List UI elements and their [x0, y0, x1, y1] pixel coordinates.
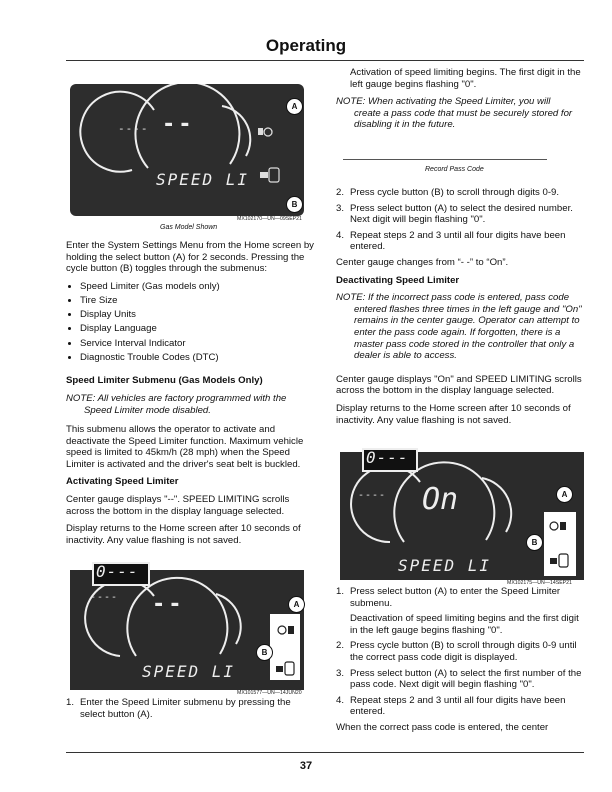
page-title: Operating — [265, 36, 347, 55]
step-text: Deactivation of speed limiting begins and the first digit in the left gauge begins flashing "0". — [350, 613, 579, 636]
step-text: Press cycle button (B) to scroll through digits 0-9. — [350, 187, 560, 198]
step-text: Repeat steps 2 and 3 until all four digits have been entered. — [350, 229, 566, 253]
step-text: Press select button (A) to select the first number of the pass code. Next digit will begin flashing "0". — [350, 667, 582, 691]
note-first-line: NOTE: If the incorrect pass code is entered, pass code — [336, 292, 570, 304]
paragraph: Activation of speed limiting begins. The first digit in the left gauge begins flashing "0". — [350, 67, 581, 90]
callout-b: B — [256, 644, 273, 661]
submenu-list — [66, 281, 316, 364]
pass-code-readout: 0--- — [96, 562, 139, 581]
left-steps — [66, 697, 316, 724]
figure-1-caption: Gas Model Shown — [160, 224, 218, 231]
paragraph: Display returns to the Home screen after 10 seconds of inactivity. Any value flashing is not saved. — [336, 402, 571, 426]
scroll-text-display: SPEED LI — [156, 170, 250, 189]
list-item — [336, 613, 586, 636]
figure-1-code: MX102170—UN—09SEP21 — [237, 216, 302, 222]
pass-code-line — [343, 159, 547, 160]
right-column-bottom — [336, 586, 586, 740]
list-item: • Tire Size — [80, 295, 316, 307]
list-item: • Display Units — [80, 309, 316, 321]
paragraph: Center gauge displays "--". SPEED LIMITING scrolls across the bottom in the display language selected. — [66, 494, 290, 517]
step-number: 2. — [336, 187, 345, 198]
list-item: • Service Interval Indicator — [80, 338, 316, 350]
page-number: 37 — [299, 760, 313, 772]
note-rest: Speed Limiter mode disabled. — [84, 404, 211, 416]
callout-b: B — [526, 534, 543, 551]
note-pass-code — [336, 96, 586, 131]
note-incorrect-code — [336, 292, 586, 362]
step-number: 4. — [336, 694, 345, 706]
note-factory — [66, 393, 316, 416]
callout-b: B — [286, 196, 303, 213]
step-number: 3. — [336, 667, 345, 679]
section-heading: Speed Limiter Submenu (Gas Models Only) — [66, 375, 263, 387]
list-item — [336, 640, 586, 663]
paragraph: This submenu allows the operator to activate and deactivate the Speed Limiter function. Maximum vehicle speed is limited to 45km/h (28 mph) when the Speed Limiter is activated and the driver's seat belt is buckled. — [66, 424, 304, 470]
scroll-text-display: SPEED LI — [398, 556, 492, 575]
step-text: Press select button (A) to select the desired number. Next digit will begin flashing "0". — [350, 202, 573, 226]
pass-code-readout: 0--- — [366, 448, 409, 467]
callout-a: A — [556, 486, 573, 503]
activating-heading: Activating Speed Limiter — [66, 476, 179, 488]
scroll-text-display: SPEED LI — [142, 662, 236, 681]
figure-2-code: MX101577—UN—14JUN20 — [237, 690, 302, 696]
step-number: 1. — [336, 586, 345, 597]
center-gauge-readout: On — [422, 482, 459, 517]
right-column-mid — [336, 187, 586, 432]
deactivating-heading: Deactivating Speed Limiter — [336, 274, 460, 286]
step-text: Press cycle button (B) to scroll through digits 0-9 until the correct pass code digit is displayed. — [350, 640, 577, 663]
paragraph: Center gauge changes from “- -” to “On”. — [336, 256, 509, 268]
callout-a: A — [286, 98, 303, 115]
step-text: Press select button (A) to enter the Speed Limiter submenu. — [350, 586, 561, 609]
list-item: • Diagnostic Trouble Codes (DTC) — [80, 352, 316, 364]
header-rule — [66, 60, 584, 61]
note-rest: entered flashes three times in the left gauge and "On" remains in the center gauge. Operator can attempt to enter the pass code again. If forgotten, there is a master pass code stored in the controller that only a dealer is able to access. — [354, 303, 582, 362]
step-text: Enter the Speed Limiter submenu by pressing the select button (A). — [80, 697, 291, 720]
list-item — [336, 203, 586, 226]
left-gauge-readout: ---- — [118, 122, 149, 135]
list-item — [336, 695, 586, 718]
step-number: 4. — [336, 229, 345, 241]
footer-rule — [66, 752, 584, 753]
step-text: Repeat steps 2 and 3 until all four digits have been entered. — [350, 694, 566, 718]
list-item — [336, 586, 586, 609]
figure-3-code: MX102175—UN—14SEP21 — [507, 580, 572, 586]
center-gauge-readout: -- — [162, 112, 195, 137]
list-item — [336, 230, 586, 253]
note-first-line: NOTE: All vehicles are factory programmed with the — [66, 392, 287, 404]
list-item — [336, 668, 586, 691]
list-item: • Display Language — [80, 323, 316, 335]
list-item: 1. Enter the Speed Limiter submenu by pressing the select button (A). — [66, 697, 291, 720]
record-pass-code-label: Record Pass Code — [425, 166, 484, 173]
list-item: • Speed Limiter (Gas models only) — [80, 281, 316, 293]
dashboard-figure-2 — [70, 562, 304, 690]
dashboard-figure-3 — [340, 448, 584, 580]
left-gauge-readout: ---- — [358, 490, 387, 501]
right-column-top — [336, 67, 586, 137]
step-number: 3. — [336, 202, 345, 214]
paragraph: When the correct pass code is entered, the center — [336, 721, 549, 733]
paragraph: Center gauge displays "On" and SPEED LIMITING scrolls across the bottom in the display language selected. — [336, 373, 582, 397]
step-number: 2. — [336, 640, 345, 652]
dashboard-figure-1 — [70, 84, 304, 216]
gauge-display-1 — [70, 84, 304, 216]
center-gauge-readout: -- — [152, 592, 185, 617]
note-first-line: NOTE: When activating the Speed Limiter, you will — [336, 96, 551, 108]
left-column — [66, 240, 316, 552]
intro-text: Enter the System Settings Menu from the Home screen by holding the select button (A) for 2 seconds. Pressing the cycle button (B) toggles through the submenus: — [66, 240, 314, 275]
note-rest: create a pass code that must be securely stored for disabling it in the future. — [354, 107, 573, 131]
paragraph: Display returns to the Home screen after 10 seconds of inactivity. Any value flashing is not saved. — [66, 523, 301, 546]
list-item — [336, 187, 586, 199]
callout-a: A — [288, 596, 305, 613]
left-gauge-readout: ---- — [90, 592, 119, 603]
